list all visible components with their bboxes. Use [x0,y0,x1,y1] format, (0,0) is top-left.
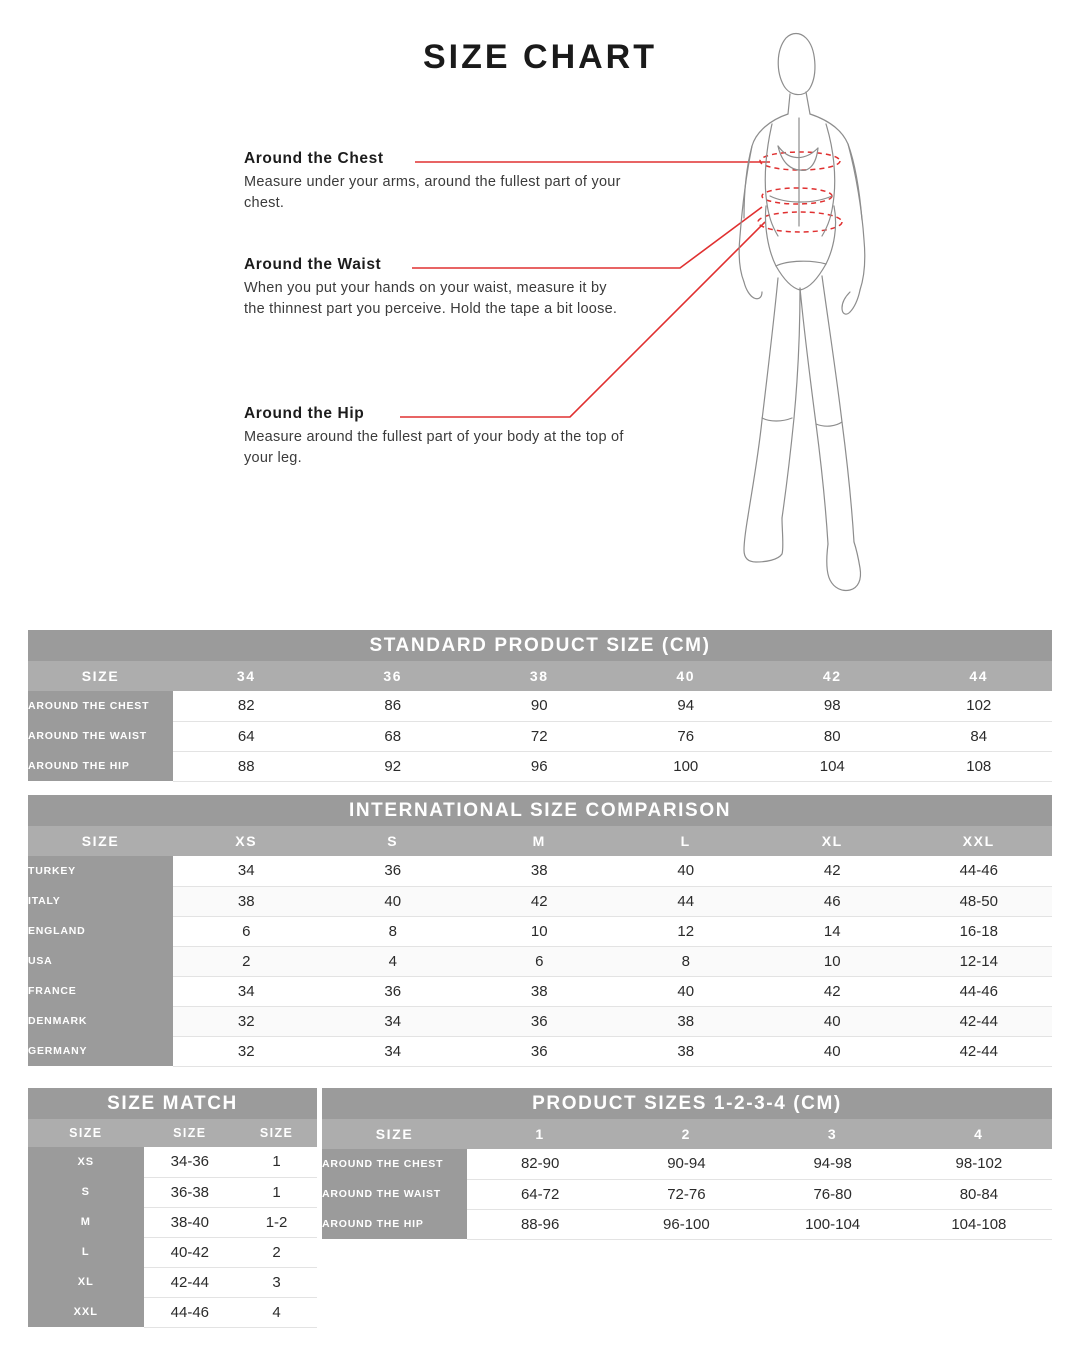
measure-block-chest [244,150,624,214]
product-sizes-row-label-chest: AROUND THE CHEST [322,1149,467,1179]
standard-col-34: 34 [173,661,320,691]
measure-hip-text: Measure around the fullest part of your body at the top of your leg. [244,429,624,467]
cell: 36 [466,1006,613,1036]
cell: 64-72 [467,1179,613,1209]
cell: 42-44 [144,1267,236,1297]
size-match-row-label-s: S [28,1177,144,1207]
standard-corner-header: SIZE [28,661,173,691]
product-sizes-row-label-waist: AROUND THE WAIST [322,1179,467,1209]
table-row [28,1297,317,1327]
cell: 40 [320,886,467,916]
cell: 36 [320,976,467,1006]
product-sizes-corner-header: SIZE [322,1119,467,1149]
cell: 12 [613,916,760,946]
product-sizes-title: PRODUCT SIZES 1-2-3-4 (CM) [322,1088,1052,1119]
female-figure-illustration [700,20,960,620]
product-sizes-col-1: 1 [467,1119,613,1149]
size-match-col-size: SIZE [28,1119,144,1147]
cell: 38 [173,886,320,916]
cell: 68 [320,721,467,751]
cell: 104-108 [906,1209,1052,1239]
measure-chest-title: Around the Chest [244,150,384,167]
cell: 38 [466,976,613,1006]
international-col-xl: XL [759,826,906,856]
table-row [322,1149,1052,1179]
cell: 12-14 [906,946,1053,976]
cell: 1 [236,1147,317,1177]
cell: 2 [236,1237,317,1267]
cell: 32 [173,1036,320,1066]
cell: 36 [320,856,467,886]
international-row-label-england: ENGLAND [28,916,173,946]
table-row [28,1177,317,1207]
cell: 40 [759,1006,906,1036]
standard-col-38: 38 [466,661,613,691]
cell: 2 [173,946,320,976]
measure-hip-title: Around the Hip [244,405,365,422]
cell: 96-100 [613,1209,759,1239]
cell: 90-94 [613,1149,759,1179]
size-match-row-label-xs: XS [28,1147,144,1177]
cell: 8 [320,916,467,946]
international-col-xxl: XXL [906,826,1053,856]
standard-row-label-hip: AROUND THE HIP [28,751,173,781]
cell: 42 [759,856,906,886]
cell: 34 [320,1036,467,1066]
cell: 88-96 [467,1209,613,1239]
cell: 108 [906,751,1053,781]
cell: 10 [466,916,613,946]
measure-waist-text: When you put your hands on your waist, measure it by the thinnest part you perceive. Hold the tape a bit loose. [244,280,618,318]
cell: 104 [759,751,906,781]
international-col-xs: XS [173,826,320,856]
table-standard-product-size [28,630,1052,782]
cell: 90 [466,691,613,721]
measure-block-waist [244,256,624,320]
table-row [28,976,1052,1006]
table-row [28,1036,1052,1066]
table-row [28,856,1052,886]
international-row-label-usa: USA [28,946,173,976]
cell: 76 [613,721,760,751]
cell: 10 [759,946,906,976]
cell: 3 [236,1267,317,1297]
cell: 48-50 [906,886,1053,916]
standard-table-title: STANDARD PRODUCT SIZE (CM) [28,630,1052,661]
cell: 72-76 [613,1179,759,1209]
measure-chest-text: Measure under your arms, around the fullest part of your chest. [244,174,621,212]
cell: 40-42 [144,1237,236,1267]
cell: 34 [320,1006,467,1036]
standard-col-44: 44 [906,661,1053,691]
cell: 64 [173,721,320,751]
product-sizes-col-2: 2 [613,1119,759,1149]
international-row-label-denmark: DENMARK [28,1006,173,1036]
table-row [28,1207,317,1237]
international-col-s: S [320,826,467,856]
table-row [28,751,1052,781]
cell: 40 [613,976,760,1006]
cell: 96 [466,751,613,781]
standard-col-36: 36 [320,661,467,691]
cell: 98 [759,691,906,721]
cell: 1 [236,1177,317,1207]
cell: 44-46 [906,976,1053,1006]
size-match-row-label-xxl: XXL [28,1297,144,1327]
table-row [28,946,1052,976]
size-match-title: SIZE MATCH [28,1088,317,1119]
product-sizes-row-label-hip: AROUND THE HIP [322,1209,467,1239]
international-corner-header: SIZE [28,826,173,856]
cell: 82-90 [467,1149,613,1179]
cell: 36 [466,1036,613,1066]
cell: 6 [173,916,320,946]
table-row [28,691,1052,721]
standard-row-label-waist: AROUND THE WAIST [28,721,173,751]
cell: 86 [320,691,467,721]
table-row [28,916,1052,946]
cell: 14 [759,916,906,946]
size-match-row-label-m: M [28,1207,144,1237]
cell: 42-44 [906,1036,1053,1066]
standard-row-label-chest: AROUND THE CHEST [28,691,173,721]
size-match-row-label-xl: XL [28,1267,144,1297]
cell: 102 [906,691,1053,721]
cell: 82 [173,691,320,721]
cell: 4 [236,1297,317,1327]
international-row-label-france: FRANCE [28,976,173,1006]
cell: 38-40 [144,1207,236,1237]
cell: 34 [173,976,320,1006]
table-row [28,1267,317,1297]
cell: 38 [613,1006,760,1036]
product-sizes-col-3: 3 [760,1119,906,1149]
cell: 80 [759,721,906,751]
standard-col-42: 42 [759,661,906,691]
cell: 34-36 [144,1147,236,1177]
table-size-match [28,1088,317,1328]
international-col-l: L [613,826,760,856]
table-row [28,1147,317,1177]
cell: 44-46 [906,856,1053,886]
table-product-sizes-1234 [322,1088,1052,1240]
cell: 44-46 [144,1297,236,1327]
cell: 42 [466,886,613,916]
cell: 36-38 [144,1177,236,1207]
cell: 34 [173,856,320,886]
international-col-m: M [466,826,613,856]
cell: 46 [759,886,906,916]
cell: 42 [759,976,906,1006]
cell: 92 [320,751,467,781]
cell: 100-104 [760,1209,906,1239]
table-row [322,1179,1052,1209]
table-row [28,721,1052,751]
product-sizes-col-4: 4 [906,1119,1052,1149]
cell: 98-102 [906,1149,1052,1179]
table-international-size-comparison [28,795,1052,1067]
cell: 1-2 [236,1207,317,1237]
international-row-label-italy: ITALY [28,886,173,916]
cell: 6 [466,946,613,976]
cell: 94-98 [760,1149,906,1179]
cell: 16-18 [906,916,1053,946]
cell: 38 [613,1036,760,1066]
cell: 38 [466,856,613,886]
cell: 42-44 [906,1006,1053,1036]
international-row-label-germany: GERMANY [28,1036,173,1066]
cell: 76-80 [760,1179,906,1209]
cell: 4 [320,946,467,976]
size-match-col-number: SIZE [236,1119,317,1147]
size-match-row-label-l: L [28,1237,144,1267]
cell: 100 [613,751,760,781]
international-table-title: INTERNATIONAL SIZE COMPARISON [28,795,1052,826]
international-row-label-turkey: TURKEY [28,856,173,886]
page-title: SIZE CHART [423,38,657,76]
cell: 88 [173,751,320,781]
standard-col-40: 40 [613,661,760,691]
table-row [322,1209,1052,1239]
table-row [28,1237,317,1267]
cell: 84 [906,721,1053,751]
cell: 72 [466,721,613,751]
cell: 44 [613,886,760,916]
cell: 40 [759,1036,906,1066]
table-row [28,1006,1052,1036]
measure-block-hip [244,405,624,469]
cell: 80-84 [906,1179,1052,1209]
size-match-col-range: SIZE [144,1119,236,1147]
measure-waist-title: Around the Waist [244,256,382,273]
cell: 40 [613,856,760,886]
cell: 8 [613,946,760,976]
table-row [28,886,1052,916]
cell: 32 [173,1006,320,1036]
cell: 94 [613,691,760,721]
